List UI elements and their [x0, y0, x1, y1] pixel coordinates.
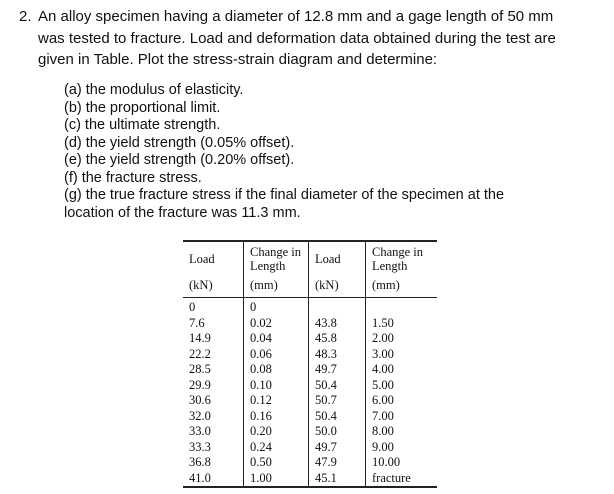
table-row: [183, 424, 437, 440]
question-parts: [64, 82, 584, 222]
unit-kn: (kN): [309, 276, 366, 298]
cell-change-in-length: 0.10: [244, 378, 309, 394]
table-row: [183, 298, 437, 316]
cell-change-in-length: 1.50: [372, 315, 394, 330]
problem-number: 2.: [19, 8, 32, 25]
cell-change-in-length: fracture: [366, 471, 438, 488]
table-row: [183, 440, 437, 456]
table-row: [183, 331, 437, 347]
cell-load: 0: [183, 298, 244, 316]
part-a: (a) the modulus of elasticity.: [64, 82, 244, 98]
table-row: [183, 471, 437, 488]
table-row: [183, 316, 437, 332]
header-change-in-length: Change in Length: [244, 241, 309, 276]
cell-change-in-length: 0.02: [244, 316, 309, 332]
cell-load: 43.8: [309, 316, 366, 332]
cell-load: 50.4: [309, 409, 366, 425]
cell-change-in-length: 0.06: [244, 347, 309, 363]
cell-load: [309, 298, 366, 316]
cell-change-in-length: 0.50: [244, 455, 309, 471]
cell-load: 29.9: [183, 378, 244, 394]
header-load: Load: [183, 241, 244, 276]
cell-load: 30.6: [183, 393, 244, 409]
part-f: (f) the fracture stress.: [64, 169, 202, 186]
cell-load: 41.0: [183, 471, 244, 488]
problem-line: was tested to fracture. Load and deformation data obtained during the test are: [38, 29, 556, 47]
cell-load: 50.7: [309, 393, 366, 409]
load-deformation-table: [183, 240, 437, 488]
cell-change-in-length: 4.00: [372, 362, 394, 376]
table-row: [183, 409, 437, 425]
cell-change-in-length: 2.00: [372, 331, 394, 345]
cell-change-in-length: 1.00: [244, 471, 309, 488]
part-c: (c) the ultimate strength.: [64, 117, 221, 133]
table-row: [183, 378, 437, 394]
cell-load: 32.0: [183, 409, 244, 425]
cell-change-in-length: 9.00: [372, 439, 394, 454]
cell-load: 48.3: [309, 347, 366, 363]
cell-load: 45.8: [309, 331, 366, 347]
part-g-continued: location of the fracture was 11.3 mm.: [64, 204, 301, 221]
cell-load: 45.1: [309, 471, 366, 488]
cell-load: 22.2: [183, 347, 244, 363]
cell-change-in-length: 0.16: [244, 409, 309, 425]
cell-change-in-length: 6.00: [372, 393, 394, 407]
problem-text: [38, 6, 599, 71]
cell-load: 14.9: [183, 331, 244, 347]
cell-change-in-length: 3.00: [372, 346, 394, 361]
cell-load: 7.6: [183, 316, 244, 332]
cell-change-in-length: 0: [244, 298, 309, 316]
cell-load: 33.0: [183, 424, 244, 440]
cell-change-in-length: 0.24: [244, 440, 309, 456]
header-change-in-length: Change in Length: [366, 241, 438, 276]
part-d: (d) the yield strength (0.05% offset).: [64, 134, 295, 151]
table-row: [183, 362, 437, 378]
part-g: (g) the true fracture stress if the final diameter of the specimen at the: [64, 187, 505, 203]
cell-load: 49.7: [309, 362, 366, 378]
problem-statement: [19, 6, 599, 71]
cell-load: 50.4: [309, 378, 366, 394]
cell-load: 50.0: [309, 424, 366, 440]
unit-kn: (kN): [183, 276, 244, 298]
header-load: Load: [309, 241, 366, 276]
cell-change-in-length: 0.04: [244, 331, 309, 347]
part-b: (b) the proportional limit.: [64, 99, 221, 116]
cell-load: 33.3: [183, 440, 244, 456]
table-row: [183, 393, 437, 409]
unit-mm: (mm): [244, 276, 309, 298]
cell-change-in-length: 8.00: [372, 424, 394, 438]
part-e: (e) the yield strength (0.20% offset).: [64, 152, 295, 168]
cell-change-in-length: 10.00: [372, 455, 401, 469]
table-row: [183, 455, 437, 471]
table-row: [183, 347, 437, 363]
cell-load: 36.8: [183, 455, 244, 471]
cell-load: 49.7: [309, 440, 366, 456]
cell-change-in-length: 0.08: [244, 362, 309, 378]
unit-mm: (mm): [366, 276, 438, 298]
cell-load: 47.9: [309, 455, 366, 471]
cell-change-in-length: 0.20: [244, 424, 309, 440]
problem-line: An alloy specimen having a diameter of 12.8 mm and a gage length of 50 mm: [38, 8, 554, 25]
cell-change-in-length: 7.00: [372, 408, 394, 423]
cell-load: 28.5: [183, 362, 244, 378]
problem-line: given in Table. Plot the stress-strain diagram and determine:: [38, 51, 438, 68]
cell-change-in-length: 5.00: [372, 377, 394, 392]
cell-change-in-length: [366, 298, 438, 316]
cell-change-in-length: 0.12: [244, 393, 309, 409]
